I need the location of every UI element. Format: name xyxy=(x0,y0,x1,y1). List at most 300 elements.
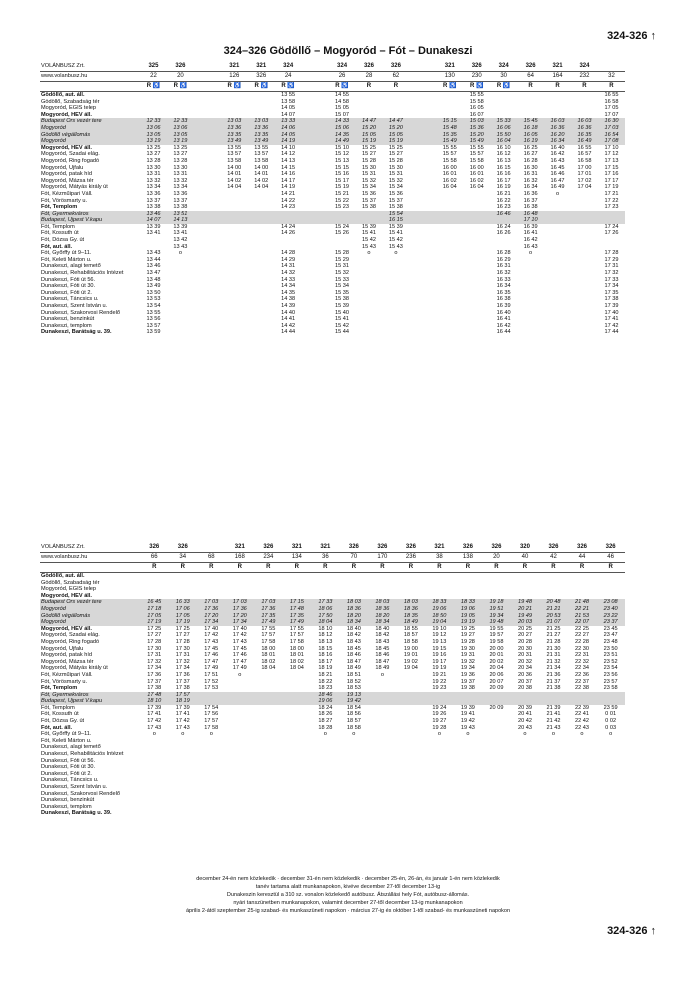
time-cell xyxy=(463,204,490,211)
time-cell: 17 35 xyxy=(254,613,283,620)
time-cell xyxy=(425,784,454,791)
time-cell xyxy=(463,323,490,330)
time-cell xyxy=(283,784,312,791)
time-cell: 22 34 xyxy=(574,665,589,672)
time-cell: 22 07 xyxy=(568,619,597,626)
stop-name: Fót, Győrffy út 9–11. xyxy=(41,250,92,257)
time-cell: 16 57 xyxy=(577,151,592,158)
time-cell xyxy=(302,237,329,244)
time-cell: 15 15 xyxy=(335,164,350,171)
time-cell xyxy=(356,257,383,264)
stop-row xyxy=(40,198,625,205)
time-cell xyxy=(454,586,483,593)
time-cell xyxy=(482,692,511,699)
time-cell xyxy=(571,211,598,218)
time-cell xyxy=(194,112,221,119)
time-cell: 17 23 xyxy=(604,204,619,211)
stop-name: Dunakeszi, Rehabilitációs Intézet xyxy=(41,751,124,758)
time-cell xyxy=(340,764,369,771)
time-cell xyxy=(568,586,597,593)
time-cell: 17 16 xyxy=(604,171,619,178)
time-cell: 17 49 xyxy=(204,665,219,672)
time-cell xyxy=(248,263,275,270)
time-cell xyxy=(140,244,167,251)
time-cell: 17 38 xyxy=(147,685,162,692)
time-cell: 19 12 xyxy=(432,632,447,639)
time-cell xyxy=(463,230,490,237)
stop-row xyxy=(40,632,625,639)
time-cell xyxy=(571,112,598,119)
time-cell: 17 47 xyxy=(232,658,247,665)
time-cell xyxy=(311,784,340,791)
time-cell xyxy=(397,758,426,765)
time-cell xyxy=(167,310,194,317)
time-cell: 14 10 xyxy=(281,144,296,151)
time-cell: 16 37 xyxy=(523,197,538,204)
time-cell xyxy=(329,211,356,218)
time-cell xyxy=(340,777,369,784)
time-cell xyxy=(221,204,248,211)
time-cell xyxy=(169,791,198,798)
stop-name: Mogyoród, Mátyás király út xyxy=(41,184,108,191)
time-cell xyxy=(311,744,340,751)
time-cell xyxy=(356,211,383,218)
time-cell xyxy=(248,204,275,211)
time-cell xyxy=(454,744,483,751)
time-cell: 16 43 xyxy=(523,243,538,250)
header-cell xyxy=(302,62,329,72)
time-cell xyxy=(283,593,312,600)
time-cell: 15 05 xyxy=(382,132,409,139)
time-cell xyxy=(248,277,275,284)
time-cell xyxy=(425,744,454,751)
time-cell xyxy=(596,738,625,745)
time-cell xyxy=(226,810,255,817)
time-cell: 15 34 xyxy=(388,184,403,191)
time-cell: 15 38 xyxy=(361,204,376,211)
time-cell xyxy=(167,270,194,277)
time-cell xyxy=(397,810,426,817)
time-cell xyxy=(571,290,598,297)
time-cell xyxy=(302,263,329,270)
time-cell: 23 51 xyxy=(603,652,618,659)
time-cell xyxy=(340,758,369,765)
time-cell: 15 03 xyxy=(463,118,490,125)
time-cell xyxy=(283,698,312,705)
time-cell: 17 33 xyxy=(311,599,340,606)
time-cell: 0 02 xyxy=(605,718,617,725)
time-cell xyxy=(140,105,167,112)
time-cell: 18 15 xyxy=(318,645,333,652)
time-cell xyxy=(248,323,275,330)
time-cell: 22 21 xyxy=(568,606,597,613)
header-cell: R ♿ xyxy=(436,82,463,92)
time-cell: 18 34 xyxy=(340,619,369,626)
time-cell: 15 15 xyxy=(436,118,463,125)
time-cell: 16 45 xyxy=(140,599,169,606)
time-cell: 17 46 xyxy=(204,652,219,659)
time-cell xyxy=(356,290,383,297)
time-cell: 17 27 xyxy=(147,632,162,639)
time-cell: 13 55 xyxy=(281,92,296,98)
time-cell xyxy=(226,573,255,580)
time-cell: 18 24 xyxy=(318,704,333,711)
header-cell: R ♿ xyxy=(329,82,356,92)
time-cell xyxy=(254,738,283,745)
time-cell xyxy=(397,593,426,600)
time-cell xyxy=(340,797,369,804)
time-cell xyxy=(194,316,221,323)
time-cell: 16 45 xyxy=(550,164,565,171)
time-cell xyxy=(436,257,463,264)
time-cell: o xyxy=(178,250,182,257)
time-cell: 13 27 xyxy=(173,151,188,158)
time-cell xyxy=(409,112,436,119)
stop-name: Budapest, Újpest V.kapu xyxy=(40,698,140,705)
stop-row xyxy=(40,705,625,712)
time-cell: 19 34 xyxy=(460,665,475,672)
time-cell: 15 44 xyxy=(335,329,350,336)
time-cell xyxy=(596,692,625,699)
time-cell: 14 34 xyxy=(281,283,296,290)
time-cell xyxy=(194,204,221,211)
time-cell: 15 49 xyxy=(436,138,463,145)
time-cell: 14 02 xyxy=(254,177,269,184)
time-cell xyxy=(169,751,198,758)
time-cell: 15 32 xyxy=(361,177,376,184)
time-cell xyxy=(571,230,598,237)
time-cell xyxy=(539,692,568,699)
time-cell xyxy=(194,310,221,317)
time-cell: 17 56 xyxy=(204,711,219,718)
time-cell xyxy=(194,138,221,145)
time-cell: 14 31 xyxy=(281,263,296,270)
header-row xyxy=(40,553,625,563)
time-cell: 22 36 xyxy=(574,671,589,678)
time-cell: 17 01 xyxy=(577,171,592,178)
time-cell: 14 01 xyxy=(227,171,242,178)
time-cell xyxy=(302,290,329,297)
time-cell xyxy=(194,224,221,231)
time-cell: 13 39 xyxy=(173,223,188,230)
time-cell: 22 41 xyxy=(574,711,589,718)
time-cell xyxy=(463,277,490,284)
time-cell xyxy=(544,296,571,303)
time-cell xyxy=(356,296,383,303)
time-cell: 23 37 xyxy=(596,619,625,626)
time-cell xyxy=(169,758,198,765)
time-cell xyxy=(194,99,221,106)
time-cell: 17 34 xyxy=(175,665,190,672)
time-cell: 19 34 xyxy=(482,613,511,620)
time-cell: o xyxy=(209,731,213,738)
stop-row xyxy=(40,731,625,738)
time-cell xyxy=(226,738,255,745)
header-cell: 26 xyxy=(329,72,356,82)
time-cell: 14 13 xyxy=(281,157,296,164)
time-cell: 23 54 xyxy=(603,665,618,672)
stop-name: Mogyoród xyxy=(40,125,140,132)
header-cell: 126 xyxy=(221,72,248,82)
time-cell xyxy=(596,764,625,771)
stop-row xyxy=(40,178,625,185)
time-cell xyxy=(409,323,436,330)
time-cell xyxy=(194,230,221,237)
time-cell: 17 06 xyxy=(169,606,198,613)
time-cell: 14 05 xyxy=(281,105,296,112)
time-cell xyxy=(221,191,248,198)
time-cell: 21 53 xyxy=(568,613,597,620)
time-cell xyxy=(194,244,221,251)
header-row xyxy=(40,563,625,573)
time-cell xyxy=(544,112,571,119)
time-cell: 17 45 xyxy=(232,645,247,652)
time-cell: 14 41 xyxy=(281,316,296,323)
time-cell xyxy=(463,237,490,244)
time-cell xyxy=(596,758,625,765)
time-cell xyxy=(397,784,426,791)
time-cell xyxy=(544,290,571,297)
time-cell: 17 37 xyxy=(175,678,190,685)
time-cell xyxy=(568,580,597,587)
time-cell xyxy=(197,586,226,593)
time-cell xyxy=(409,92,436,99)
time-cell: 16 34 xyxy=(496,283,511,290)
time-cell: 13 25 xyxy=(146,144,161,151)
time-cell xyxy=(568,738,597,745)
time-cell xyxy=(302,112,329,119)
time-cell xyxy=(482,804,511,811)
stop-row xyxy=(40,99,625,106)
header-cell: 42 xyxy=(539,553,568,563)
time-cell xyxy=(482,777,511,784)
time-cell xyxy=(397,731,426,738)
time-cell: 14 35 xyxy=(329,132,356,139)
footnote-line: Dunakeszin keresztül a 310 sz. vonalon közlekedő autóbusz. Átszállási hely Fót, autóbusz-állomás. xyxy=(226,892,470,898)
time-cell xyxy=(302,158,329,165)
time-cell xyxy=(197,751,226,758)
time-cell xyxy=(302,178,329,185)
time-cell: 18 46 xyxy=(346,652,361,659)
header-cell: 70 xyxy=(340,553,369,563)
stop-name: Mogyoród, EGIS telep xyxy=(41,105,97,112)
time-cell: 13 38 xyxy=(173,204,188,211)
time-cell: 22 32 xyxy=(574,658,589,665)
time-cell xyxy=(454,797,483,804)
stop-row xyxy=(40,184,625,191)
time-cell: 13 48 xyxy=(146,276,161,283)
time-cell: 14 16 xyxy=(281,171,296,178)
time-cell: 21 36 xyxy=(546,671,561,678)
time-cell: 20 41 xyxy=(517,711,532,718)
timetable-bottom xyxy=(40,543,625,817)
time-cell: 16 49 xyxy=(550,184,565,191)
time-cell: 15 28 xyxy=(335,250,350,257)
time-cell xyxy=(275,211,302,218)
time-cell xyxy=(302,257,329,264)
time-cell: 18 22 xyxy=(318,678,333,685)
time-cell xyxy=(140,573,169,580)
time-cell: 13 03 xyxy=(221,118,248,125)
time-cell xyxy=(356,303,383,310)
time-cell xyxy=(311,586,340,593)
time-cell xyxy=(409,290,436,297)
time-cell xyxy=(517,92,544,99)
time-cell xyxy=(283,771,312,778)
header-cell: R xyxy=(544,82,571,92)
time-cell xyxy=(454,692,483,699)
time-cell xyxy=(169,810,198,817)
time-cell xyxy=(194,303,221,310)
time-cell xyxy=(340,586,369,593)
time-cell: 18 49 xyxy=(397,619,426,626)
time-cell xyxy=(517,112,544,119)
time-cell xyxy=(368,744,397,751)
time-cell: 13 05 xyxy=(167,132,194,139)
time-cell xyxy=(397,580,426,587)
time-cell: 19 36 xyxy=(460,671,475,678)
time-cell xyxy=(463,303,490,310)
time-cell: 14 19 xyxy=(275,138,302,145)
time-cell xyxy=(248,112,275,119)
time-cell: 15 48 xyxy=(436,125,463,132)
time-cell xyxy=(511,764,540,771)
time-cell: 22 27 xyxy=(574,632,589,639)
header-cell: 326 xyxy=(596,543,625,553)
time-cell: 13 41 xyxy=(146,230,161,237)
time-cell xyxy=(397,804,426,811)
time-cell xyxy=(226,698,255,705)
time-cell: 17 57 xyxy=(204,718,219,725)
stop-name: Gödöllő, aut. áll. xyxy=(41,92,85,98)
header-cell: R xyxy=(571,82,598,92)
time-cell xyxy=(571,263,598,270)
time-cell xyxy=(254,731,283,738)
time-cell: 13 57 xyxy=(254,151,269,158)
time-cell xyxy=(454,771,483,778)
time-cell xyxy=(283,672,312,679)
time-cell xyxy=(596,580,625,587)
stop-row xyxy=(40,118,625,125)
time-cell xyxy=(598,244,625,251)
time-cell xyxy=(194,277,221,284)
stop-name: Gödöllő, Szabadság tér xyxy=(41,579,100,586)
time-cell: 13 34 xyxy=(173,184,188,191)
stop-name: Mogyoród, patak híd xyxy=(41,652,92,659)
time-cell: 17 34 xyxy=(604,283,619,290)
time-cell: 14 07 xyxy=(140,217,167,224)
time-cell: o xyxy=(523,731,527,738)
header-cell: 326 xyxy=(254,543,283,553)
stop-row xyxy=(40,606,625,613)
time-cell: 15 43 xyxy=(361,243,376,250)
time-cell: 17 24 xyxy=(604,223,619,230)
time-cell: 23 56 xyxy=(603,671,618,678)
time-cell: 19 27 xyxy=(432,718,447,725)
stop-row xyxy=(40,738,625,745)
time-cell xyxy=(463,250,490,257)
time-cell: o xyxy=(394,250,398,257)
time-cell: 14 49 xyxy=(329,138,356,145)
time-cell: 14 44 xyxy=(281,329,296,336)
time-cell: 15 24 xyxy=(335,223,350,230)
time-cell: 19 18 xyxy=(482,599,511,606)
time-cell xyxy=(340,810,369,817)
stop-row xyxy=(40,573,625,580)
time-cell: 17 35 xyxy=(283,613,312,620)
time-cell: 16 48 xyxy=(517,211,544,218)
time-cell xyxy=(221,105,248,112)
time-cell xyxy=(571,270,598,277)
time-cell: 17 22 xyxy=(604,197,619,204)
time-cell xyxy=(409,296,436,303)
time-cell xyxy=(511,573,540,580)
time-cell xyxy=(226,764,255,771)
stop-name: Fót, Templom xyxy=(41,685,78,692)
stop-row xyxy=(40,303,625,310)
time-cell xyxy=(409,237,436,244)
header-cell: 326 xyxy=(368,543,397,553)
time-cell xyxy=(544,283,571,290)
time-cell: 19 42 xyxy=(460,718,475,725)
time-cell xyxy=(368,810,397,817)
time-cell: 15 25 xyxy=(388,144,403,151)
stop-name: Fót, Templom xyxy=(41,223,75,230)
time-cell xyxy=(517,323,544,330)
header-cell: 236 xyxy=(397,553,426,563)
time-cell xyxy=(596,810,625,817)
header-cell: 20 xyxy=(482,553,511,563)
time-cell: 15 42 xyxy=(388,237,403,244)
time-cell xyxy=(571,277,598,284)
time-cell xyxy=(302,224,329,231)
time-cell: 22 31 xyxy=(574,652,589,659)
stop-name: Fót, Vörösmarty u. xyxy=(41,678,88,685)
time-cell: 13 25 xyxy=(173,144,188,151)
time-cell: 13 36 xyxy=(248,125,275,132)
time-cell: 13 06 xyxy=(140,125,167,132)
time-cell xyxy=(568,777,597,784)
time-cell xyxy=(302,145,329,152)
stop-row xyxy=(40,797,625,804)
time-cell xyxy=(302,138,329,145)
time-cell: 17 43 xyxy=(175,724,190,731)
time-cell: 15 27 xyxy=(388,151,403,158)
time-cell xyxy=(167,263,194,270)
time-cell xyxy=(140,738,169,745)
time-cell: o xyxy=(580,731,584,738)
time-cell: 17 19 xyxy=(604,184,619,191)
time-cell: 18 04 xyxy=(289,665,304,672)
time-cell: 15 05 xyxy=(356,132,383,139)
time-cell xyxy=(169,764,198,771)
time-cell: 17 52 xyxy=(204,678,219,685)
time-cell xyxy=(167,283,194,290)
time-cell xyxy=(571,329,598,336)
header-cell: 326 xyxy=(248,72,275,82)
time-cell: 16 21 xyxy=(496,190,511,197)
time-cell: 15 58 xyxy=(442,157,457,164)
stop-name: Mogyoród, Ring fogadó xyxy=(41,638,100,645)
header-cell: R xyxy=(356,82,383,92)
time-cell xyxy=(368,764,397,771)
stop-name: Mogyoród xyxy=(40,606,140,613)
time-cell: 16 39 xyxy=(496,303,511,309)
time-cell xyxy=(568,698,597,705)
time-cell xyxy=(409,310,436,317)
time-cell xyxy=(356,329,383,336)
time-cell xyxy=(167,296,194,303)
